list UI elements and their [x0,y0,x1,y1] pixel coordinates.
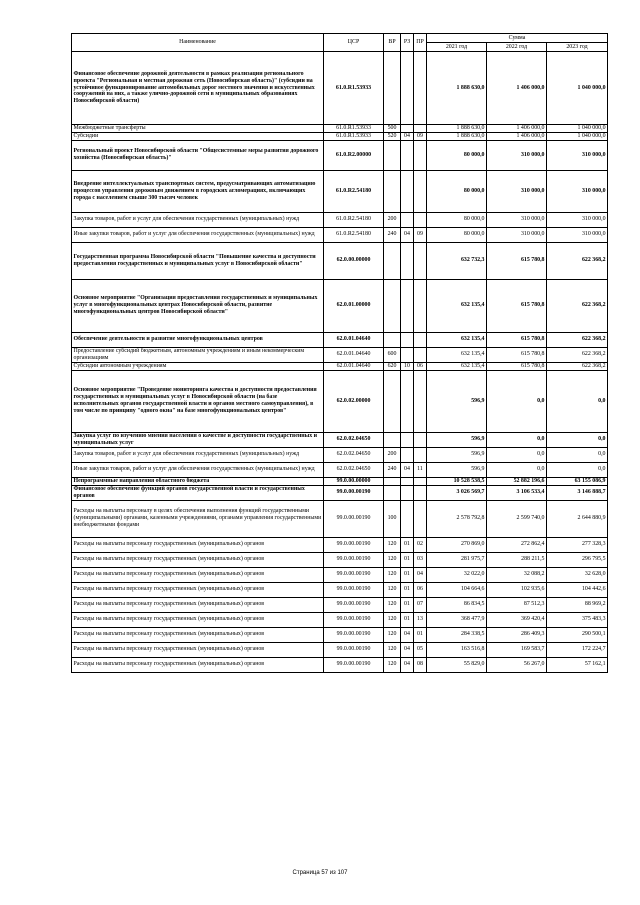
row-sum-2021: 281 975,7 [427,552,487,567]
row-pr [414,332,427,347]
table-row [72,242,608,279]
row-csr: 99.0.00.00000 [324,477,384,485]
table-row [72,582,608,597]
row-vr: 120 [384,582,401,597]
row-csr: 99.0.00.00190 [324,642,384,657]
row-sum-2021: 596,9 [427,462,487,477]
row-sum-2023: 622 368,2 [547,242,608,279]
col-header-pr: ПР [414,34,427,52]
row-name: Расходы на выплаты персоналу государственных (муниципальных) органов [72,627,324,642]
row-sum-2022: 615 780,8 [487,362,547,370]
row-sum-2022: 52 882 196,6 [487,477,547,485]
row-sum-2023: 622 368,2 [547,347,608,362]
table-row [72,477,608,485]
row-sum-2022: 286 409,3 [487,627,547,642]
table-row [72,552,608,567]
row-name: Расходы на выплаты персоналу государственных (муниципальных) органов [72,567,324,582]
row-rz [401,140,414,170]
row-rz [401,242,414,279]
row-pr [414,170,427,212]
row-name: Региональный проект Новосибирской области "Общесистемные меры развития дорожного хозяйства (Новосибирская область)" [72,140,324,170]
row-sum-2021: 284 338,5 [427,627,487,642]
row-csr: 61.0.R1.53933 [324,125,384,133]
row-name: Межбюджетные трансферты [72,125,324,133]
row-sum-2022: 615 780,8 [487,332,547,347]
row-sum-2022: 0,0 [487,447,547,462]
header-row-top [72,34,608,43]
row-sum-2023: 1 040 000,0 [547,132,608,140]
row-csr: 99.0.00.00190 [324,485,384,500]
row-sum-2021: 1 888 630,0 [427,125,487,133]
row-sum-2023: 375 483,3 [547,612,608,627]
row-name: Закупка услуг по изучению мнения населения о качестве и доступности государственных и муниципальных услуг [72,432,324,447]
row-sum-2021: 3 026 569,7 [427,485,487,500]
row-sum-2022: 169 583,7 [487,642,547,657]
table-row [72,432,608,447]
row-csr: 62.0.02.04650 [324,447,384,462]
table-row [72,447,608,462]
row-sum-2021: 596,9 [427,370,487,432]
col-header-csr: ЦСР [324,34,384,52]
row-sum-2022: 2 599 740,0 [487,500,547,537]
row-sum-2022: 310 000,0 [487,140,547,170]
row-sum-2023: 104 442,6 [547,582,608,597]
row-pr [414,485,427,500]
row-sum-2021: 2 578 792,8 [427,500,487,537]
row-sum-2023: 310 000,0 [547,170,608,212]
row-rz: 04 [401,657,414,672]
table-row [72,370,608,432]
table-row [72,362,608,370]
row-name: Иные закупки товаров, работ и услуг для обеспечения государственных (муниципальных) нужд [72,227,324,242]
row-sum-2021: 632 732,3 [427,242,487,279]
row-rz [401,170,414,212]
row-sum-2022: 102 935,6 [487,582,547,597]
row-rz [401,447,414,462]
row-rz: 01 [401,567,414,582]
table-row [72,347,608,362]
row-pr [414,242,427,279]
row-rz: 01 [401,582,414,597]
row-pr: 01 [414,627,427,642]
row-sum-2021: 1 888 630,0 [427,52,487,125]
row-pr: 03 [414,552,427,567]
table-row [72,537,608,552]
row-rz [401,485,414,500]
row-pr [414,279,427,332]
row-rz: 01 [401,612,414,627]
budget-table-container [71,33,607,673]
row-csr: 62.0.01.04640 [324,362,384,370]
row-sum-2023: 0,0 [547,462,608,477]
row-sum-2021: 104 664,6 [427,582,487,597]
row-csr: 61.0.R2.54180 [324,227,384,242]
row-pr: 09 [414,227,427,242]
table-row [72,567,608,582]
row-sum-2021: 632 135,4 [427,279,487,332]
row-csr: 99.0.00.00190 [324,500,384,537]
row-rz: 10 [401,362,414,370]
row-csr: 61.0.R1.53933 [324,52,384,125]
table-row [72,279,608,332]
row-name: Предоставление субсидий бюджетным, автономным учреждениям и иным некоммерческим организациям [72,347,324,362]
row-vr: 120 [384,537,401,552]
row-vr [384,242,401,279]
table-row [72,125,608,133]
col-header-2021: 2021 год [427,43,487,52]
row-name: Основное мероприятие "Организация предоставления государственных и муниципальных услуг в многофункциональных центрах Новосибирской области, развитие многофункциональных центров Новосибирской области" [72,279,324,332]
table-row [72,485,608,500]
row-rz [401,432,414,447]
row-name: Закупка товаров, работ и услуг для обеспечения государственных (муниципальных) нужд [72,447,324,462]
row-rz: 01 [401,597,414,612]
row-sum-2023: 32 628,0 [547,567,608,582]
row-name: Финансовое обеспечение дорожной деятельности в рамках реализации регионального проекта "Региональная и местная дорожная сеть (Новосибирская область)" (субсидии на устойчивое функционирование автомобильных дорог местного значения и искусственных сооружений на них, а также улично-дорожной сети в муниципальных образованиях Новосибирской области) [72,52,324,125]
table-row [72,170,608,212]
row-sum-2022: 272 862,4 [487,537,547,552]
row-sum-2022: 615 780,8 [487,242,547,279]
row-vr: 120 [384,627,401,642]
row-sum-2022: 1 406 000,0 [487,125,547,133]
row-name: Иные закупки товаров, работ и услуг для обеспечения государственных (муниципальных) нужд [72,462,324,477]
row-rz [401,477,414,485]
row-name: Расходы на выплаты персоналу государственных (муниципальных) органов [72,582,324,597]
row-csr: 99.0.00.00190 [324,537,384,552]
row-pr: 11 [414,462,427,477]
row-sum-2022: 0,0 [487,432,547,447]
row-name: Расходы на выплаты персоналу государственных (муниципальных) органов [72,552,324,567]
row-vr [384,332,401,347]
row-vr: 520 [384,132,401,140]
row-name: Непрограммные направления областного бюджета [72,477,324,485]
row-pr: 13 [414,612,427,627]
row-name: Обеспечение деятельности и развитие многофункциональных центров [72,332,324,347]
row-vr [384,279,401,332]
row-csr: 62.0.02.04650 [324,462,384,477]
row-sum-2021: 86 834,5 [427,597,487,612]
row-pr [414,432,427,447]
row-sum-2023: 0,0 [547,432,608,447]
row-vr [384,370,401,432]
row-vr: 240 [384,227,401,242]
row-vr: 120 [384,657,401,672]
row-vr [384,52,401,125]
row-rz: 04 [401,462,414,477]
row-vr: 200 [384,447,401,462]
table-row [72,212,608,227]
row-sum-2022: 0,0 [487,370,547,432]
row-sum-2021: 368 477,9 [427,612,487,627]
row-vr: 120 [384,597,401,612]
row-name: Финансовое обеспечение функций органов государственной власти и государственных органов [72,485,324,500]
row-sum-2022: 288 211,5 [487,552,547,567]
row-csr: 62.0.01.04640 [324,332,384,347]
row-sum-2021: 632 135,4 [427,332,487,347]
row-rz: 04 [401,642,414,657]
row-vr: 200 [384,212,401,227]
row-vr [384,170,401,212]
row-sum-2022: 310 000,0 [487,227,547,242]
row-pr: 08 [414,657,427,672]
row-name: Расходы на выплаты персоналу государственных (муниципальных) органов [72,612,324,627]
col-header-2022: 2022 год [487,43,547,52]
row-sum-2021: 80 000,0 [427,170,487,212]
row-sum-2022: 0,0 [487,462,547,477]
col-header-vr: ВР [384,34,401,52]
row-pr: 02 [414,537,427,552]
row-pr: 07 [414,597,427,612]
row-csr: 99.0.00.00190 [324,612,384,627]
table-row [72,627,608,642]
row-vr [384,432,401,447]
row-pr [414,212,427,227]
row-vr: 120 [384,552,401,567]
table-row [72,500,608,537]
row-pr: 05 [414,642,427,657]
row-pr [414,125,427,133]
row-sum-2023: 3 146 888,7 [547,485,608,500]
page-number: Страница 57 из 107 [292,870,348,876]
row-name: Закупка товаров, работ и услуг для обеспечения государственных (муниципальных) нужд [72,212,324,227]
row-pr [414,347,427,362]
table-row [72,227,608,242]
row-csr: 99.0.00.00190 [324,657,384,672]
row-rz: 04 [401,227,414,242]
row-sum-2022: 310 000,0 [487,170,547,212]
row-sum-2022: 56 267,0 [487,657,547,672]
row-vr: 120 [384,642,401,657]
row-name: Субсидии [72,132,324,140]
row-rz: 01 [401,537,414,552]
row-vr [384,140,401,170]
row-sum-2022: 615 780,8 [487,347,547,362]
row-sum-2022: 32 088,2 [487,567,547,582]
table-row [72,657,608,672]
row-rz: 04 [401,627,414,642]
row-csr: 99.0.00.00190 [324,582,384,597]
row-sum-2023: 310 000,0 [547,227,608,242]
col-header-rz: РЗ [401,34,414,52]
row-sum-2023: 57 162,1 [547,657,608,672]
row-sum-2023: 310 000,0 [547,140,608,170]
row-sum-2023: 0,0 [547,370,608,432]
row-csr: 62.0.02.04650 [324,432,384,447]
row-rz [401,279,414,332]
row-sum-2023: 1 040 000,0 [547,125,608,133]
row-sum-2021: 55 829,0 [427,657,487,672]
row-pr: 09 [414,132,427,140]
row-csr: 99.0.00.00190 [324,627,384,642]
row-csr: 99.0.00.00190 [324,552,384,567]
row-rz [401,370,414,432]
table-row [72,642,608,657]
table-row [72,140,608,170]
row-sum-2021: 596,9 [427,432,487,447]
row-sum-2023: 296 795,5 [547,552,608,567]
row-name: Расходы на выплаты персоналу государственных (муниципальных) органов [72,657,324,672]
row-sum-2023: 622 368,2 [547,332,608,347]
row-sum-2023: 88 969,2 [547,597,608,612]
row-vr: 600 [384,347,401,362]
row-sum-2021: 270 869,0 [427,537,487,552]
table-row [72,332,608,347]
row-pr [414,477,427,485]
row-vr: 240 [384,462,401,477]
row-sum-2023: 63 155 086,9 [547,477,608,485]
row-csr: 61.0.R2.54180 [324,170,384,212]
row-vr: 120 [384,567,401,582]
row-csr: 62.0.01.00000 [324,279,384,332]
row-sum-2022: 87 512,3 [487,597,547,612]
row-csr: 62.0.00.00000 [324,242,384,279]
table-row [72,462,608,477]
row-sum-2023: 2 644 880,9 [547,500,608,537]
row-rz [401,52,414,125]
row-sum-2023: 277 328,3 [547,537,608,552]
row-vr: 100 [384,500,401,537]
row-sum-2023: 0,0 [547,447,608,462]
row-name: Расходы на выплаты персоналу государственных (муниципальных) органов [72,642,324,657]
row-csr: 99.0.00.00190 [324,597,384,612]
row-pr [414,370,427,432]
row-sum-2023: 172 224,7 [547,642,608,657]
row-name: Субсидии автономным учреждениям [72,362,324,370]
row-rz [401,500,414,537]
row-csr: 61.0.R1.53933 [324,132,384,140]
row-sum-2023: 622 368,2 [547,279,608,332]
table-row [72,52,608,125]
row-sum-2022: 369 420,4 [487,612,547,627]
row-sum-2021: 596,9 [427,447,487,462]
table-row [72,597,608,612]
row-sum-2021: 80 000,0 [427,227,487,242]
row-csr: 99.0.00.00190 [324,567,384,582]
row-pr [414,447,427,462]
row-rz: 04 [401,132,414,140]
row-sum-2023: 622 368,2 [547,362,608,370]
table-row [72,612,608,627]
row-vr [384,485,401,500]
row-rz [401,125,414,133]
row-name: Государственная программа Новосибирской области "Повышение качества и доступности предоставления государственных и муниципальных услуг в Новосибирской области" [72,242,324,279]
row-sum-2022: 1 406 000,0 [487,52,547,125]
row-sum-2021: 80 000,0 [427,140,487,170]
row-sum-2022: 1 406 000,0 [487,132,547,140]
col-header-sum: Сумма [427,34,608,43]
row-sum-2022: 310 000,0 [487,212,547,227]
row-vr: 120 [384,612,401,627]
row-sum-2023: 1 040 000,0 [547,52,608,125]
row-sum-2021: 10 528 538,5 [427,477,487,485]
row-csr: 62.0.01.04640 [324,347,384,362]
row-pr [414,140,427,170]
row-csr: 61.0.R2.54180 [324,212,384,227]
col-header-2023: 2023 год [547,43,608,52]
row-csr: 62.0.02.00000 [324,370,384,432]
row-vr [384,477,401,485]
row-rz [401,347,414,362]
row-rz [401,212,414,227]
row-vr: 500 [384,125,401,133]
row-name: Расходы на выплаты персоналу государственных (муниципальных) органов [72,597,324,612]
row-sum-2021: 163 516,8 [427,642,487,657]
budget-table [71,33,608,673]
table-row [72,132,608,140]
row-pr: 04 [414,567,427,582]
row-sum-2021: 632 135,4 [427,362,487,370]
row-sum-2023: 310 000,0 [547,212,608,227]
row-name: Расходы на выплаты персоналу в целях обеспечения выполнения функций государственными (муниципальными) органами, казенными учреждениями, органами управления государственными внебюджетными фондами [72,500,324,537]
table-body [72,52,608,673]
row-sum-2022: 3 106 533,4 [487,485,547,500]
row-pr [414,52,427,125]
row-rz [401,332,414,347]
row-pr: 06 [414,362,427,370]
col-header-name: Наименование [72,34,324,52]
row-sum-2023: 290 500,1 [547,627,608,642]
row-sum-2021: 32 022,0 [427,567,487,582]
row-pr [414,500,427,537]
row-name: Расходы на выплаты персоналу государственных (муниципальных) органов [72,537,324,552]
row-name: Основное мероприятие "Проведение мониторинга качества и доступности предоставления государственных и муниципальных услуг в Новосибирской области (на базе исполнительных органов государственной власти и органов местного самоуправления), в том числе по принципу "одного окна" на базе многофункциональных центров" [72,370,324,432]
row-sum-2021: 1 888 630,0 [427,132,487,140]
row-rz: 01 [401,552,414,567]
row-csr: 61.0.R2.00000 [324,140,384,170]
row-sum-2021: 80 000,0 [427,212,487,227]
row-sum-2022: 615 780,8 [487,279,547,332]
row-pr: 06 [414,582,427,597]
row-name: Внедрение интеллектуальных транспортных систем, предусматривающих автоматизацию процессов управления дорожным движением в городских агломерациях, включающих города с населением свыше 300 тысяч человек [72,170,324,212]
row-vr: 620 [384,362,401,370]
row-sum-2021: 632 135,4 [427,347,487,362]
